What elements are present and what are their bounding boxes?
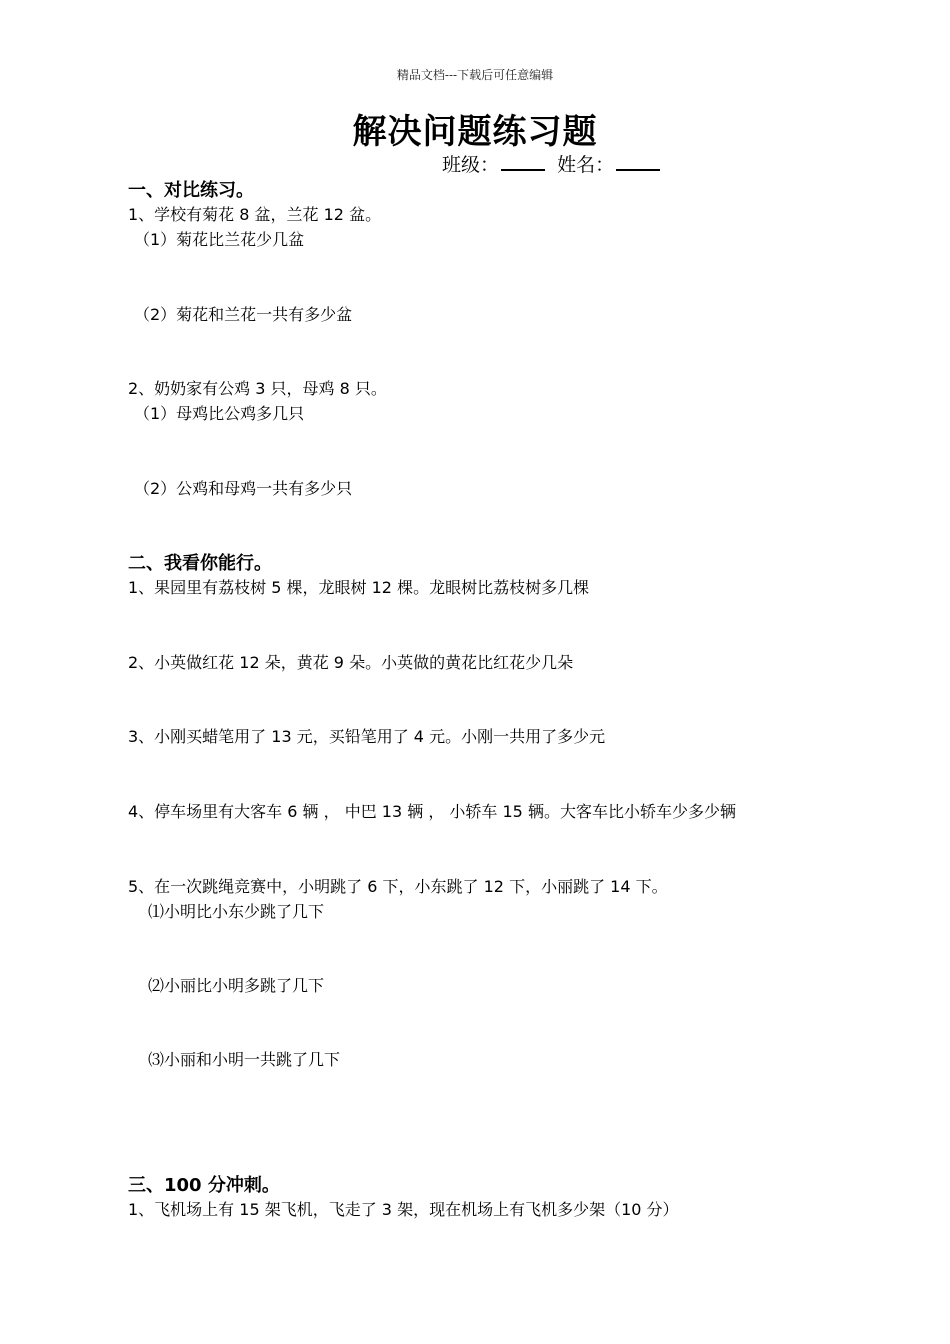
class-name-row [442, 150, 666, 177]
section-heading-3: 三、100 分冲刺。 [128, 1175, 280, 1196]
sub-question: ⑴小明比小东少跳了几下 [148, 902, 325, 921]
question-2-4: 4、停车场里有大客车 6 辆 ， 中巴 13 辆 ， 小轿车 15 辆。大客车比小轿车少多少辆 [128, 802, 736, 821]
sub-question: （1）母鸡比公鸡多几只 [134, 404, 305, 423]
sub-question: （1）菊花比兰花少几盆 [134, 230, 305, 249]
question-1-2: 2、奶奶家有公鸡 3 只，母鸡 8 只。 [128, 379, 387, 398]
question-2-2: 2、小英做红花 12 朵，黄花 9 朵。小英做的黄花比红花少几朵 [128, 653, 574, 672]
name-label: 姓名： [557, 154, 615, 176]
sub-question: （2）菊花和兰花一共有多少盆 [134, 305, 353, 324]
class-blank[interactable] [501, 153, 545, 171]
section-heading-2: 二、我看你能行。 [128, 553, 272, 574]
class-label: 班级： [442, 154, 500, 176]
sub-question: ⑶小丽和小明一共跳了几下 [148, 1050, 341, 1069]
page-title: 解决问题练习题 [352, 112, 598, 152]
sub-question: （2）公鸡和母鸡一共有多少只 [134, 479, 353, 498]
question-3-1: 1、飞机场上有 15 架飞机，飞走了 3 架，现在机场上有飞机多少架（10 分） [128, 1200, 679, 1219]
header-note: 精品文档---下载后可任意编辑 [396, 68, 554, 82]
section-heading-1: 一、对比练习。 [128, 180, 254, 201]
question-2-3: 3、小刚买蜡笔用了 13 元，买铅笔用了 4 元。小刚一共用了多少元 [128, 727, 606, 746]
sub-question: ⑵小丽比小明多跳了几下 [148, 976, 325, 995]
question-2-5: 5、在一次跳绳竞赛中，小明跳了 6 下，小东跳了 12 下，小丽跳了 14 下。 [128, 877, 668, 896]
question-1-1: 1、学校有菊花 8 盆，兰花 12 盆。 [128, 205, 382, 224]
question-2-1: 1、果园里有荔枝树 5 棵，龙眼树 12 棵。龙眼树比荔枝树多几棵 [128, 578, 590, 597]
name-blank[interactable] [616, 153, 660, 171]
